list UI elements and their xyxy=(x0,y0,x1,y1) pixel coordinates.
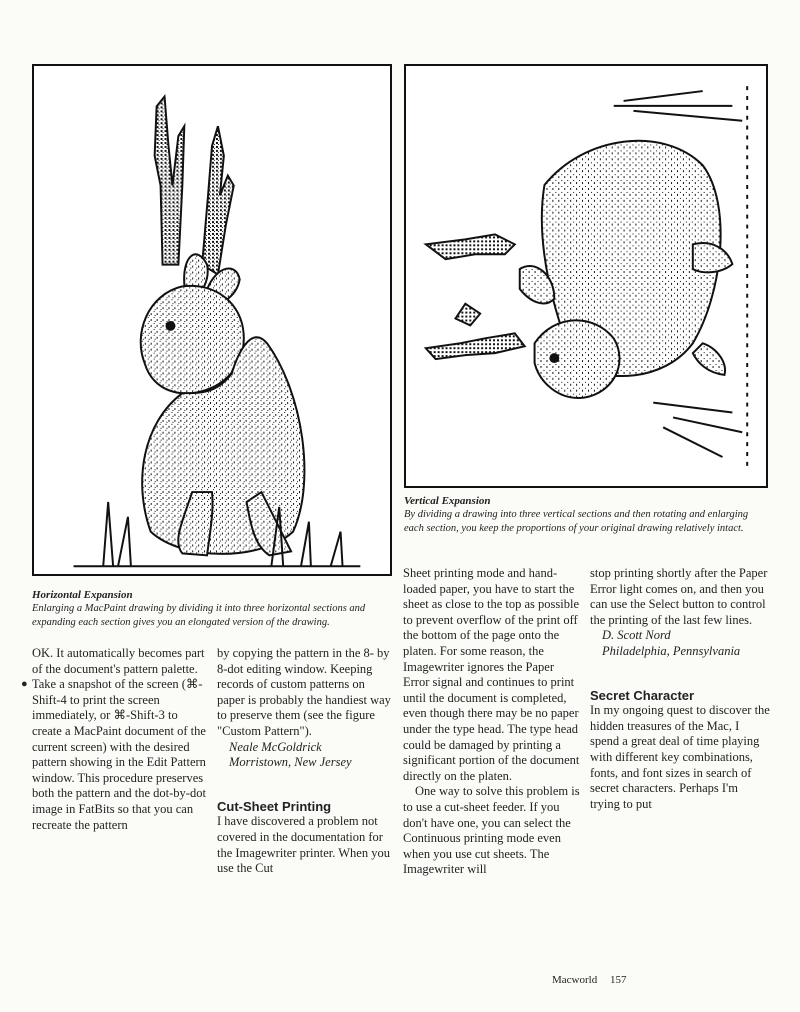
bullet-icon: ● xyxy=(21,678,28,691)
text-column-2 xyxy=(217,646,395,877)
author-name: Neale McGoldrick xyxy=(229,739,322,754)
paragraph: In my ongoing quest to discover the hidden treasures of the Mac, I spend a great deal of time playing with different key combinations, fonts, and font sizes in search of secret characters. Perhaps I'm trying to put xyxy=(590,703,770,811)
author-location: Philadelphia, Pennsylvania xyxy=(602,643,741,658)
paragraph: I have discovered a problem not covered in the documentation for the Imagewriter printer. When you use the Cut xyxy=(217,814,390,876)
bullet-text: Take a snapshot of the screen (⌘-Shift-4 to print the screen immediately, or ⌘-Shift-3 to create a MacPaint document of the current screen) with the desired pattern showing in the Edit Pattern window. This procedure preserves both the pattern and the dot-by-dot image in FatBits so that you can recreate the pattern xyxy=(32,677,206,832)
caption-text: By dividing a drawing into three vertical sections and then rotating and enlarging each section, you keep the proportions of your original drawing relatively intact. xyxy=(404,509,749,534)
paragraph: Sheet printing mode and hand-loaded paper, you have to start the sheet as close to the top as possible to prevent overflow of the print off the bottom of the page onto the platen. For some reason, the Imagewriter ignores the Paper Error signal and continues to print until the document is completed, even though there may be no paper under the type head. The type head could be damaged by printing a significant portion of the document directly on the platen. xyxy=(403,566,580,783)
jackalope-drawing-tall xyxy=(34,66,390,574)
horizontal-expansion-figure xyxy=(32,64,392,576)
vertical-expansion-caption xyxy=(404,494,768,536)
page-footer xyxy=(552,974,636,986)
paragraph: OK. It automatically becomes part of the document's pattern palette. xyxy=(32,646,205,676)
paragraph: One way to solve this problem is to use a cut-sheet feeder. If you don't have one, you can select the Continuous printing mode even when you use cut sheets. The Imagewriter will xyxy=(403,784,580,877)
paragraph: stop printing shortly after the Paper Error light comes on, and then you can use the Select button to control the printing of the last few lines. xyxy=(590,566,768,627)
text-column-4 xyxy=(590,566,770,812)
magazine-name: Macworld xyxy=(552,974,598,986)
jackalope-drawing-rotated xyxy=(406,66,766,486)
page-number: 157 xyxy=(609,974,627,986)
section-heading: Secret Character xyxy=(590,687,695,703)
horizontal-expansion-caption xyxy=(32,588,392,630)
caption-text: Enlarging a MacPaint drawing by dividing it into three horizontal sections and expanding each section gives you an elongated version of the drawing. xyxy=(32,603,366,628)
paragraph: by copying the pattern in the 8- by 8-dot editing window. Keeping records of custom patterns on paper is probably the handiest way to preserve them (see the figure "Custom Pattern"). xyxy=(217,646,391,738)
text-column-3 xyxy=(403,566,581,878)
author-location: Morristown, New Jersey xyxy=(229,755,352,770)
section-heading: Cut-Sheet Printing xyxy=(217,798,332,814)
caption-title: Horizontal Expansion xyxy=(32,589,133,601)
bullet-item xyxy=(21,677,208,833)
caption-title: Vertical Expansion xyxy=(404,495,491,507)
text-column-1 xyxy=(21,646,208,833)
vertical-expansion-figure xyxy=(404,64,768,488)
author-name: D. Scott Nord xyxy=(602,628,671,643)
